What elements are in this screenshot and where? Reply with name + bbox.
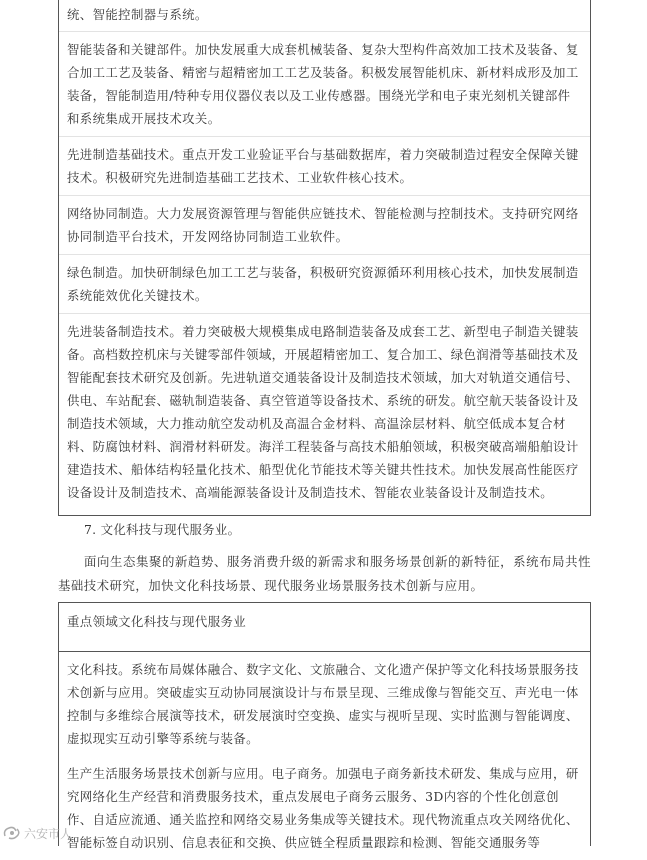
watermark-text: 六安市人 — [24, 826, 73, 841]
paragraph-life-services: 生产生活服务场景技术创新与应用。电子商务。加强电子商务新技术研发、集成与应用，研究网络化生产经营和消费服务技术，重点发展电子商务云服务、3D内容的个性化创意创作、自适应流通、通关监控和网络交易业务集成等关键技术。现代物流重点攻关网络优化、智能标签自动识别、信息表征和交换、供应链全程质量跟踪和检测、智能交通服务等 — [67, 766, 579, 850]
policy-table-continued — [58, 0, 591, 516]
section-intro-paragraph: 面向生态集聚的新趋势、服务消费升级的新需求和服务场景创新的新特征，系统布局共性基础技术研究，加快文化科技场景、现代服务业场景服务技术创新与应用。 — [58, 554, 591, 593]
paragraph-network-collaborative-manufacturing: 网络协同制造。大力发展资源管理与智能供应链技术、智能检测与控制技术。支持研究网络协同制造平台技术，开发网络协同制造工业软件。 — [59, 195, 590, 254]
policy-table-culture-services — [58, 602, 591, 850]
paragraph-culture-technology: 文化科技。系统布局媒体融合、数字文化、文旅融合、文化遗产保护等文化科技场景服务技术创新与应用。突破虚实互动协同展演设计与布景呈现、三维成像与智能交互、声光电一体控制与多维综合展演等技术，研发展演时空变换、虚实与视听呈现、实时监测与智能调度、虚拟现实互动引擎等系统与装备。 — [67, 662, 579, 746]
paragraph-intelligent-controllers: 统、智能控制器与系统。 — [67, 7, 208, 22]
paragraph-green-manufacturing: 绿色制造。加快研制绿色加工工艺与装备，积极研究资源循环利用核心技术，加快发展制造系统能效优化关键技术。 — [59, 254, 590, 313]
paragraph-advanced-manufacturing-basics: 先进制造基础技术。重点开发工业验证平台与基础数据库，着力突破制造过程安全保障关键技术。积极研究先进制造基础工艺技术、工业软件核心技术。 — [59, 136, 590, 195]
table-title: 重点领域文化科技与现代服务业 — [59, 603, 590, 652]
paragraph-intelligent-equipment: 智能装备和关键部件。加快发展重大成套机械装备、复杂大型构件高效加工技术及装备、复合加工工艺及装备、精密与超精密加工工艺及装备。积极发展智能机床、新材料成形及加工装备，智能制造用/特种专用仪器仪表以及工业传感器。围绕光学和电子束光刻机关键部件和系统集成开展技术攻关。 — [59, 31, 590, 136]
section-heading: 7. 文化科技与现代服务业。 — [84, 522, 241, 537]
paragraph-advanced-equipment-manufacturing: 先进装备制造技术。着力突破极大规模集成电路制造装备及成套工艺、新型电子制造关键装备。高档数控机床与关键零部件领域，开展超精密加工、复合加工、绿色润滑等基础技术及智能配套技术研究及创新。先进轨道交通装备设计及制造技术领域，加大对轨道交通信号、供电、车站配套、磁轨制造装备、真空管道等设备技术、系统的研发。航空航天装备设计及制造技术领域，大力推动航空发动机及高温合金材料、高温涂层材料、航空低成本复合材料、防腐蚀材料、润滑材料研发。海洋工程装备与高技术船舶领域，积极突破高端船舶设计建造技术、船体结构轻量化技术、船型优化节能技术等关键共性技术。加快发展高性能医疗设备设计及制造技术、高端能源装备设计及制造技术、智能农业装备设计及制造技术。 — [59, 313, 590, 510]
watermark-logo-icon — [2, 824, 22, 842]
